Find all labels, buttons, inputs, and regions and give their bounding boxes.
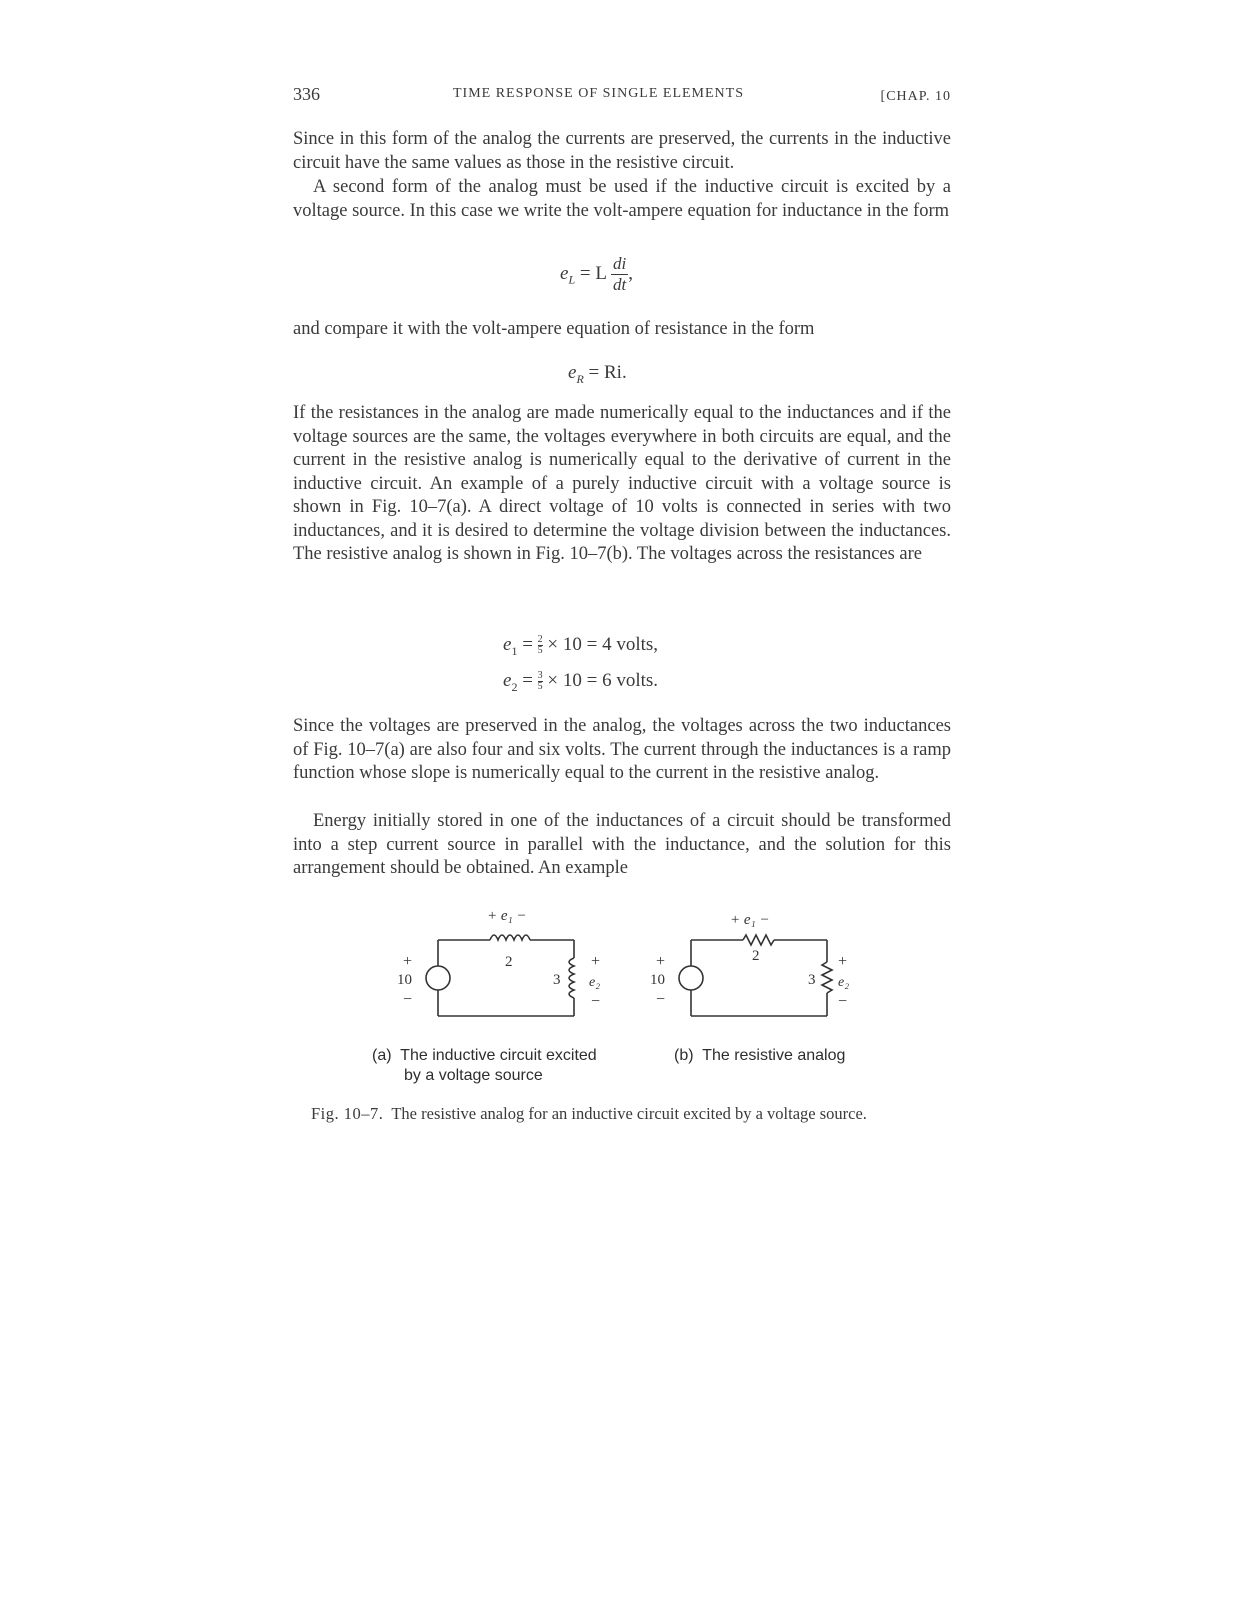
circuit-a-plus: + [403,953,413,970]
circuit-b-right-minus: − [838,993,848,1010]
chapter-label: [CHAP. 10 [880,89,951,104]
circuit-b-source-value: 10 [650,972,665,988]
figure-caption [293,1102,951,1125]
subfigure-b-label: (b) The resistive analog [674,1047,846,1064]
circuit-b-r2-value: 3 [808,972,816,988]
equation-eR: $e_R = Ri$. [568,362,627,386]
paragraph-4: If the resistances in the analog are made numerically equal to the inductances and if the voltage sources are the same, the voltages everywhere in both circuits are equal, and the current in the resistive analog is numerically equal to the derivative of current in the inductive circuit. An example of a purely inductive circuit with a voltage source is shown in Fig. 10–7(a). A direct voltage of 10 volts is connected in series with two inductances, and it is desired to determine the voltage division between the inductances. The resistive analog is shown in Fig. 10–7(b). The voltages across the resistances are [293,403,951,564]
circuit-a-right-minus: − [591,993,601,1010]
page-header [293,84,951,108]
figure-caption-text: The resistive analog for an inductive circuit excited by a voltage source. [391,1104,867,1123]
circuit-b-right-label: e₂ [838,975,850,990]
paragraph-1: Since in this form of the analog the currents are preserved, the currents in the inductive circuit have the same values as those in the resistive circuit. [293,129,951,173]
circuit-a-l1-value: 2 [505,954,513,970]
resistor-1-icon [743,935,774,945]
equation-e1: $e_1$ = $\frac{2}{5}$ × 10 = 4 volts, [503,634,659,658]
page-number: 336 [293,84,320,104]
circuit-a-right-label: e₂ [589,975,601,990]
circuit-a-right-plus: + [591,953,601,970]
circuit-a-l2-value: 3 [553,972,561,988]
circuit-b-right-plus: + [838,953,848,970]
running-title: TIME RESPONSE OF SINGLE ELEMENTS [453,86,745,101]
circuit-b-minus: − [656,991,666,1008]
circuit-b-diagram [648,900,878,1030]
paragraph-5: Since the voltages are preserved in the analog, the voltages across the two inductances of Fig. 10–7(a) are also four and six volts. The current through the inductances is a ramp function whose slope is numerically equal to the current in the resistive analog. [293,716,951,783]
paragraph-3: and compare it with the volt-ampere equation of resistance in the form [293,319,815,339]
inductor-1-icon [490,935,530,940]
circuit-a-source-value: 10 [397,972,412,988]
paragraph-2: A second form of the analog must be used if the inductive circuit is excited by a voltage source. In this case we write the volt-ampere equation for inductance in the form [293,177,951,221]
inductor-2-icon [569,958,574,998]
equation-eL: $e_L = L$ $\frac{di}{dt}$ , [560,254,633,294]
circuit-b-top-label: + e₁ − [730,912,770,928]
equation-e2: $e_2$ = $\frac{3}{5}$ × 10 = 6 volts. [503,670,659,694]
circuit-a-top-label: + e₁ − [487,908,527,924]
subfigure-a-label: (a) The inductive circuit excited by a voltage source [372,1047,597,1084]
paragraph-6: Energy initially stored in one of the inductances of a circuit should be transformed into a step current source in parallel with the inductance, and the solution for this arrangement should be obtained. An example [293,811,951,878]
voltage-source-a-icon [426,966,450,990]
circuit-b-r1-value: 2 [752,948,760,964]
circuit-b-plus: + [656,953,666,970]
voltage-source-b-icon [679,966,703,990]
circuit-a-minus: − [403,991,413,1008]
resistor-2-icon [822,962,832,993]
figure-caption-label: Fig. 10–7. [311,1104,384,1123]
circuit-a-diagram [395,900,625,1030]
